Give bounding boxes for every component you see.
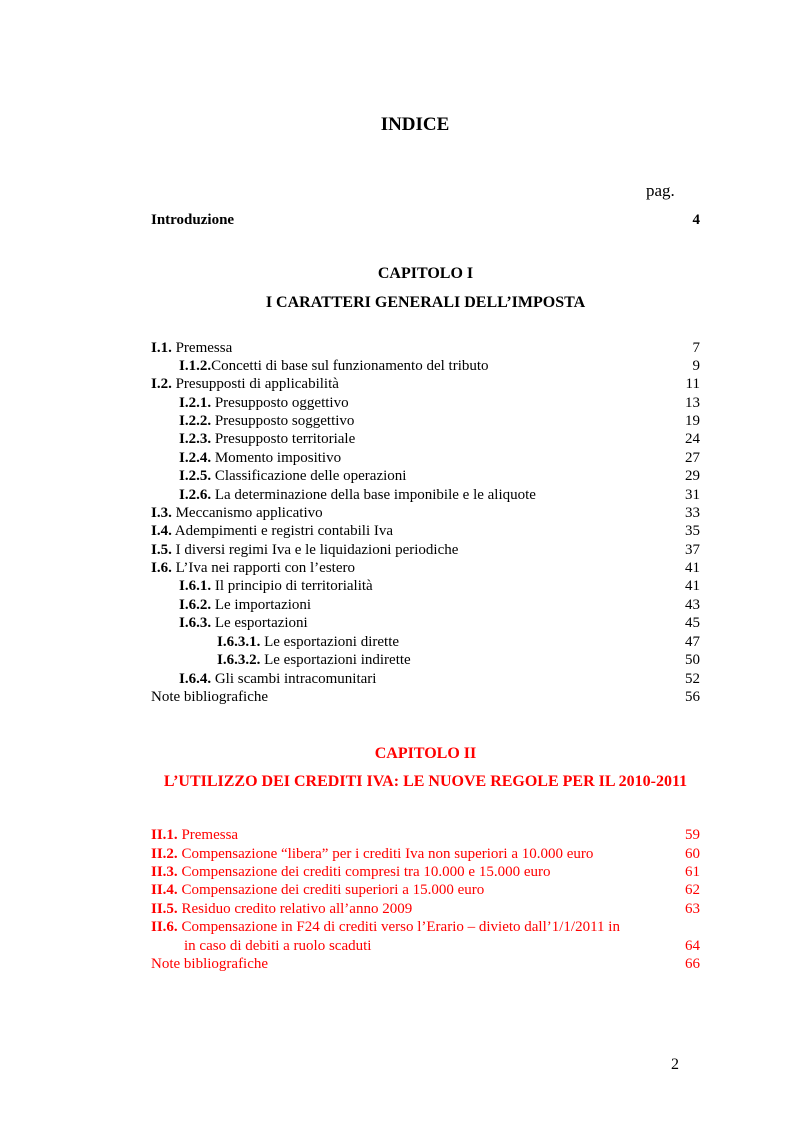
toc-entry[interactable]: I.4. Adempimenti e registri contabili Iva 35 (151, 523, 700, 539)
toc-entry[interactable]: I.2.5. Classificazione delle operazioni 29 (179, 468, 700, 484)
toc-entry[interactable]: II.6. Compensazione in F24 di crediti verso l’Erario – divieto dall’1/1/2011 in (151, 919, 620, 935)
toc-entry[interactable]: II.4. Compensazione dei crediti superiori a 15.000 euro 62 (151, 882, 700, 898)
toc-entry[interactable]: I.2.6. La determinazione della base imponibile e le aliquote 31 (179, 487, 700, 503)
toc-entry-introduzione[interactable] (151, 211, 700, 230)
toc-entry[interactable]: I.6.3.2. Le esportazioni indirette 50 (217, 652, 700, 668)
toc-entry[interactable]: I.2.2. Presupposto soggettivo 19 (179, 413, 700, 429)
toc-entry[interactable]: I.6.4. Gli scambi intracomunitari 52 (179, 671, 700, 687)
page-title: INDICE (380, 114, 450, 135)
toc-entry[interactable]: II.2. Compensazione “libera” per i crediti Iva non superiori a 10.000 euro 60 (151, 846, 700, 862)
toc-entry[interactable]: I.6.2. Le importazioni 43 (179, 597, 700, 613)
toc-entry-continuation[interactable]: in caso di debiti a ruolo scaduti 64 (184, 938, 700, 954)
toc-entry[interactable]: I.6.1. Il principio di territorialità 41 (179, 578, 700, 594)
toc-entry-notes[interactable]: Note bibliografiche 56 (151, 689, 700, 705)
toc-entry[interactable]: II.1. Premessa 59 (151, 827, 700, 843)
toc-entry[interactable]: II.3. Compensazione dei crediti compresi tra 10.000 e 15.000 euro 61 (151, 864, 700, 880)
toc-entry[interactable]: I.2.3. Presupposto territoriale 24 (179, 431, 700, 447)
chapter-2-title: L’UTILIZZO DEI CREDITI IVA: LE NUOVE REGOLE PER IL 2010-2011 (163, 773, 688, 790)
chapter-1-title: I CARATTERI GENERALI DELL’IMPOSTA (265, 294, 586, 311)
page-number: 2 (671, 1056, 679, 1073)
toc-entry-notes[interactable]: Note bibliografiche 66 (151, 956, 700, 972)
toc-entry[interactable]: I.6.3.1. Le esportazioni dirette 47 (217, 634, 700, 650)
chapter-1-heading: CAPITOLO I (377, 265, 474, 282)
toc-entry[interactable]: I.6. L’Iva nei rapporti con l’estero 41 (151, 560, 700, 576)
toc-entry[interactable]: I.1. Premessa 7 (151, 340, 700, 356)
entry-label: Introduzione (151, 212, 235, 228)
toc-entry[interactable]: I.3. Meccanismo applicativo 33 (151, 505, 700, 521)
toc-entry[interactable]: I.5. I diversi regimi Iva e le liquidazioni periodiche 37 (151, 542, 700, 558)
toc-entry[interactable]: II.5. Residuo credito relativo all’anno 2009 63 (151, 901, 700, 917)
toc-entry[interactable]: I.2.4. Momento impositivo 27 (179, 450, 700, 466)
toc-entry[interactable]: I.2.1. Presupposto oggettivo 13 (179, 395, 700, 411)
chapter-2-heading: CAPITOLO II (374, 745, 477, 762)
toc-entry[interactable]: I.1.2.Concetti di base sul funzionamento del tributo 9 (179, 358, 700, 374)
toc-entry[interactable]: I.6.3. Le esportazioni 45 (179, 615, 700, 631)
entry-page: 4 (692, 212, 700, 228)
page-column-label: pag. (646, 181, 675, 200)
toc-entry[interactable]: I.2. Presupposti di applicabilità 11 (151, 376, 700, 392)
